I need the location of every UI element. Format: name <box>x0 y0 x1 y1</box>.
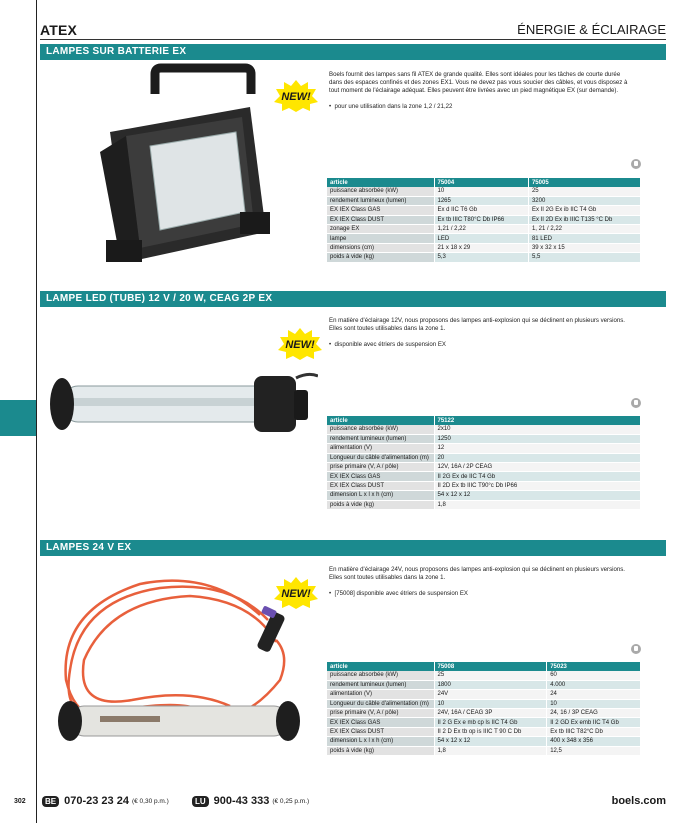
table-row <box>327 699 641 708</box>
table-cell: 1800 <box>434 680 547 689</box>
table-cell: 81 LED <box>528 234 640 243</box>
table-cell: II 2 GD Ex emb IIC T4 Gb <box>547 718 641 727</box>
section-tab-marker <box>0 400 36 436</box>
row-label: dimension L x l x h (cm) <box>327 737 434 746</box>
column-header: 75008 <box>434 662 547 671</box>
row-label: EX IEX Class GAS <box>327 206 434 215</box>
call-price-lu: (€ 0,25 p.m.) <box>272 797 310 805</box>
column-header: 75005 <box>528 178 640 187</box>
row-label: EX IEX Class DUST <box>327 481 434 490</box>
country-badge-be: BE <box>42 796 59 807</box>
table-row <box>327 718 641 727</box>
row-label: EX IEX Class GAS <box>327 472 434 481</box>
new-badge-text: NEW! <box>281 588 311 600</box>
row-label: poids à vide (kg) <box>327 746 434 755</box>
table-header-row <box>327 178 641 187</box>
table-row <box>327 425 641 434</box>
footer-phone-be <box>42 795 169 807</box>
table-row <box>327 690 641 699</box>
column-header: article <box>327 416 434 425</box>
bullet-text: pour une utilisation dans la zone 1,2 / 21,22 <box>334 103 453 110</box>
table-row <box>327 737 641 746</box>
table-row <box>327 444 641 453</box>
row-label: EX IEX Class GAS <box>327 718 434 727</box>
spec-table-led-tube <box>327 416 641 510</box>
page-category: ATEX <box>40 22 78 38</box>
table-row <box>327 234 641 243</box>
table-row <box>327 472 641 481</box>
table-cell: 1,21 / 2,22 <box>434 225 528 234</box>
new-badge-burst <box>274 577 318 614</box>
new-badge-burst <box>274 80 318 117</box>
table-row <box>327 463 641 472</box>
table-cell: II 2D Ex tb IIIC T90°c Db IP66 <box>434 481 641 490</box>
table-cell: II 2 D Ex tb op is IIIC T 90 C Db <box>434 727 547 736</box>
page-chapter: ÉNERGIE & ÉCLAIRAGE <box>517 22 666 37</box>
table-row <box>327 215 641 224</box>
page-number: 302 <box>14 798 26 805</box>
description-bullet: • disponible avec étriers de suspension EX <box>329 341 446 348</box>
table-cell: Ex II 2G Ex ib IIC T4 Gb <box>528 206 640 215</box>
table-cell: 12 <box>434 444 641 453</box>
battery-lamps-description <box>329 71 629 111</box>
row-label: alimentation (V) <box>327 690 434 699</box>
spec-table-battery-lamps <box>327 178 641 263</box>
table-header-row <box>327 416 641 425</box>
table-cell: 10 <box>434 187 528 196</box>
led-tube-lamp-image <box>40 310 318 530</box>
new-badge-text: NEW! <box>285 339 315 351</box>
lamps-24v-description <box>329 566 629 598</box>
description-bullet: • pour une utilisation dans la zone 1,2 / 21,22 <box>329 103 453 110</box>
table-cell: 1250 <box>434 434 641 443</box>
table-cell: 12,5 <box>547 746 641 755</box>
table-header-row <box>327 662 641 671</box>
table-cell: 54 x 12 x 12 <box>434 737 547 746</box>
row-label: lampe <box>327 234 434 243</box>
phone-number-lu: 900-43 333 <box>213 795 270 807</box>
table-cell: LED <box>434 234 528 243</box>
table-cell: 25 <box>434 671 547 680</box>
bullet-text: disponible avec étriers de suspension EX <box>334 341 446 348</box>
country-badge-lu: LU <box>192 796 209 807</box>
table-cell: 39 x 32 x 15 <box>528 243 640 252</box>
table-cell: 5,5 <box>528 253 640 262</box>
table-row <box>327 709 641 718</box>
description-text: En matière d'éclairage 24V, nous proposons des lampes anti-explosion qui se déclinent en plusieurs versions. Elles sont toutes utilisables dans la zone 1. <box>329 566 625 581</box>
row-label: Longueur du câble d'alimentation (m) <box>327 453 434 462</box>
plug-icon <box>631 644 641 654</box>
row-label: rendement lumineux (lumen) <box>327 680 434 689</box>
row-label: alimentation (V) <box>327 444 434 453</box>
row-label: dimensions (cm) <box>327 243 434 252</box>
row-label: prise primaire (V, A / pôle) <box>327 463 434 472</box>
table-cell: 24V <box>434 690 547 699</box>
column-header: 75023 <box>547 662 641 671</box>
description-bullet: • [75008] disponible avec étriers de suspension EX <box>329 590 469 597</box>
table-row <box>327 680 641 689</box>
table-cell: 3200 <box>528 196 640 205</box>
table-row <box>327 746 641 755</box>
table-row <box>327 187 641 196</box>
section-title-24v-lamps: LAMPES 24 V EX <box>40 540 666 556</box>
row-label: poids à vide (kg) <box>327 253 434 262</box>
row-label: zonage EX <box>327 225 434 234</box>
table-row <box>327 481 641 490</box>
plug-icon <box>631 398 641 408</box>
table-cell: Ex tb IIIC T80°C Db IP66 <box>434 215 528 224</box>
table-row <box>327 196 641 205</box>
new-badge-burst <box>278 328 322 365</box>
table-row <box>327 671 641 680</box>
table-cell: 25 <box>528 187 640 196</box>
column-header: article <box>327 662 434 671</box>
table-cell: 4.000 <box>547 680 641 689</box>
table-row <box>327 453 641 462</box>
table-cell: II 2G Ex de IIC T4 Gb <box>434 472 641 481</box>
led-tube-description <box>329 317 629 349</box>
table-cell: 60 <box>547 671 641 680</box>
table-cell: 10 <box>547 699 641 708</box>
row-label: puissance absorbée (kW) <box>327 187 434 196</box>
spec-table-24v-lamps <box>327 662 641 756</box>
table-cell: 24V, 16A / CEAG 3P <box>434 709 547 718</box>
table-cell: II 2 G Ex e mb cp ls IIC T4 Gb <box>434 718 547 727</box>
table-row <box>327 225 641 234</box>
new-badge-text: NEW! <box>281 91 311 103</box>
description-text: Boels fournit des lampes sans fil ATEX de grande qualité. Elles sont idéales pour les tâches de courte durée dans des espaces confinés et des zones EX1. Vous ne devez pas vous soucier des câbles, et vous disposez à tout moment de l'éclairage adéquat. Elles peuvent être livrées avec un pied magnétique EX (sur demande). <box>329 71 628 94</box>
table-cell: 24, 16 / 3P CEAG <box>547 709 641 718</box>
footer-phone-lu <box>192 795 309 807</box>
table-cell: 24 <box>547 690 641 699</box>
row-label: dimension L x l x h (cm) <box>327 491 434 500</box>
table-cell: Ex tb IIIC T82°C Db <box>547 727 641 736</box>
table-cell: 1,8 <box>434 746 547 755</box>
call-price-be: (€ 0,30 p.m.) <box>131 797 169 805</box>
row-label: Longueur du câble d'alimentation (m) <box>327 699 434 708</box>
row-label: puissance absorbée (kW) <box>327 425 434 434</box>
table-row <box>327 727 641 736</box>
table-cell: 1, 21 / 2,22 <box>528 225 640 234</box>
phone-number-be: 070-23 23 24 <box>64 795 129 807</box>
row-label: EX IEX Class DUST <box>327 215 434 224</box>
plug-icon <box>631 159 641 169</box>
table-cell: Ex II 2D Ex ib IIIC T135 °C Db <box>528 215 640 224</box>
table-row <box>327 500 641 509</box>
row-label: rendement lumineux (lumen) <box>327 434 434 443</box>
website-link[interactable]: boels.com <box>611 795 666 807</box>
table-row <box>327 253 641 262</box>
column-header: article <box>327 178 434 187</box>
margin-rule <box>36 0 37 823</box>
table-cell: 2x10 <box>434 425 641 434</box>
table-cell: 20 <box>434 453 641 462</box>
table-cell: 5,3 <box>434 253 528 262</box>
row-label: prise primaire (V, A / pôle) <box>327 709 434 718</box>
bullet-text: [75008] disponible avec étriers de suspension EX <box>334 590 469 597</box>
table-row <box>327 206 641 215</box>
row-label: poids à vide (kg) <box>327 500 434 509</box>
section-title-battery-lamps: LAMPES SUR BATTERIE EX <box>40 44 666 60</box>
table-cell: 400 x 348 x 356 <box>547 737 641 746</box>
table-cell: 10 <box>434 699 547 708</box>
table-row <box>327 243 641 252</box>
table-cell: 21 x 18 x 29 <box>434 243 528 252</box>
table-cell: 1265 <box>434 196 528 205</box>
row-label: rendement lumineux (lumen) <box>327 196 434 205</box>
column-header: 75004 <box>434 178 528 187</box>
table-cell: 54 x 12 x 12 <box>434 491 641 500</box>
table-cell: 12V, 16A / 2P CEAG <box>434 463 641 472</box>
table-cell: 1,8 <box>434 500 641 509</box>
table-cell: Ex d IIC T6 Gb <box>434 206 528 215</box>
row-label: puissance absorbée (kW) <box>327 671 434 680</box>
row-label: EX IEX Class DUST <box>327 727 434 736</box>
description-text: En matière d'éclairage 12V, nous proposons des lampes anti-explosion qui se déclinent en plusieurs versions. Elles sont toutes utilisables dans la zone 1. <box>329 317 625 332</box>
table-row <box>327 491 641 500</box>
section-title-led-tube: LAMPE LED (TUBE) 12 V / 20 W, CEAG 2P EX <box>40 291 666 307</box>
table-row <box>327 434 641 443</box>
column-header: 75122 <box>434 416 641 425</box>
header-rule <box>40 39 666 40</box>
